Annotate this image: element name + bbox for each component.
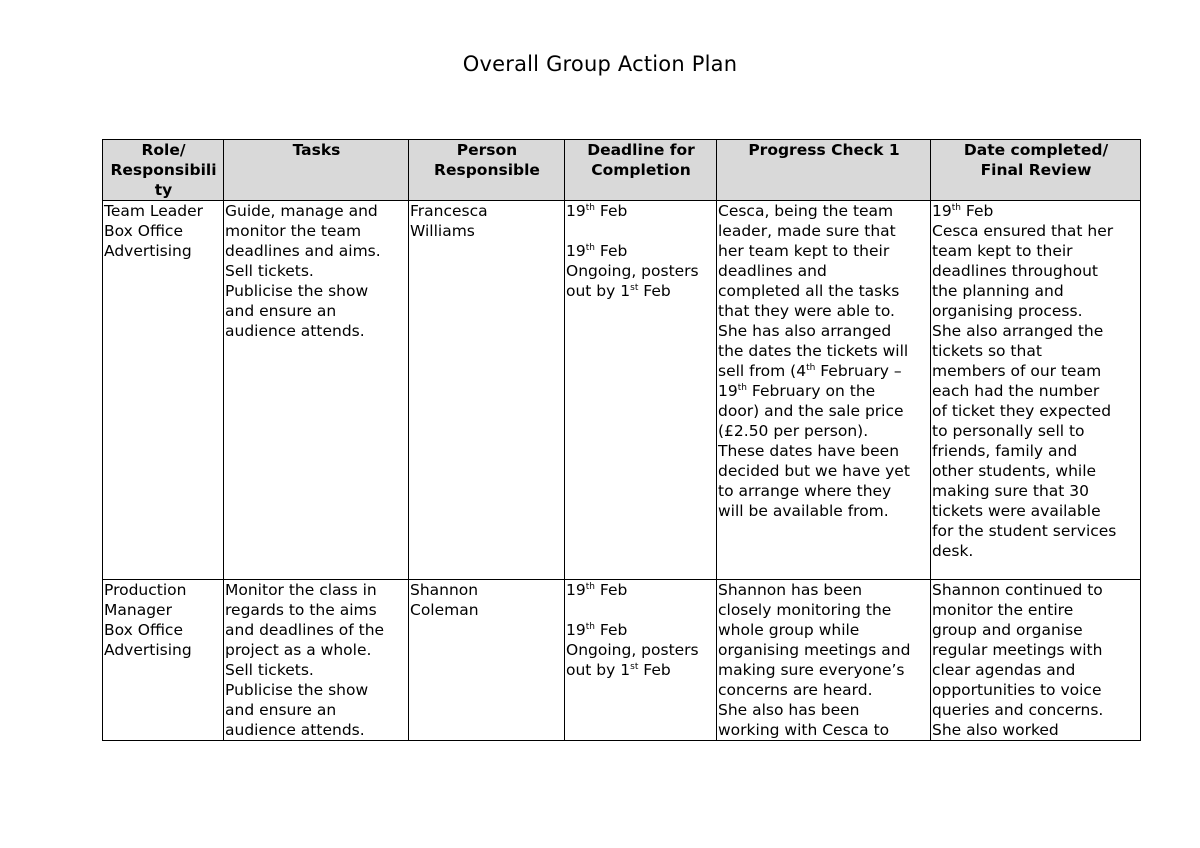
deadline-cell: 19th Feb 19th Feb Ongoing, posters out by 1st Feb — [565, 201, 717, 580]
final-review-cell: Shannon continued to monitor the entire group and organise regular meetings with clear agendas and opportunities to voice queries and concerns. She also worked — [931, 580, 1141, 741]
header-role: Role/ Responsibili ty — [103, 140, 224, 201]
person-cell: Shannon Coleman — [409, 580, 565, 741]
deadline-cell: 19th Feb 19th Feb Ongoing, posters out by 1st Feb — [565, 580, 717, 741]
person-cell: Francesca Williams — [409, 201, 565, 580]
table-row — [103, 201, 1141, 580]
final-review-cell: 19th Feb Cesca ensured that her team kept to their deadlines throughout the planning and organising process. She also arranged the tickets so that members of our team each had the number of ticket they expected to personally sell to friends, family and other students, while making sure that 30 tickets were available for the student services desk. — [931, 201, 1141, 580]
document-title: Overall Group Action Plan — [462, 52, 738, 76]
tasks-cell: Guide, manage and monitor the team deadlines and aims. Sell tickets. Publicise the show and ensure an audience attends. — [224, 201, 409, 580]
header-deadline: Deadline for Completion — [565, 140, 717, 201]
action-plan-table — [102, 139, 1141, 741]
role-cell: Production Manager Box Office Advertising — [103, 580, 224, 741]
tasks-cell: Monitor the class in regards to the aims and deadlines of the project as a whole. Sell tickets. Publicise the show and ensure an audience attends. — [224, 580, 409, 741]
table-row — [103, 580, 1141, 741]
header-row — [103, 140, 1141, 201]
header-progress: Progress Check 1 — [717, 140, 931, 201]
progress-cell: Cesca, being the team leader, made sure that her team kept to their deadlines and completed all the tasks that they were able to. She has also arranged the dates the tickets will sell from (4th February – 19th February on the door) and the sale price (£2.50 per person). These dates have been decided but we have yet to arrange where they will be available from. — [717, 201, 931, 580]
progress-cell: Shannon has been closely monitoring the whole group while organising meetings and making sure everyone’s concerns are heard. She also has been working with Cesca to — [717, 580, 931, 741]
role-cell: Team Leader Box Office Advertising — [103, 201, 224, 580]
header-person: Person Responsible — [409, 140, 565, 201]
header-tasks: Tasks — [224, 140, 409, 201]
header-final-review: Date completed/ Final Review — [931, 140, 1141, 201]
